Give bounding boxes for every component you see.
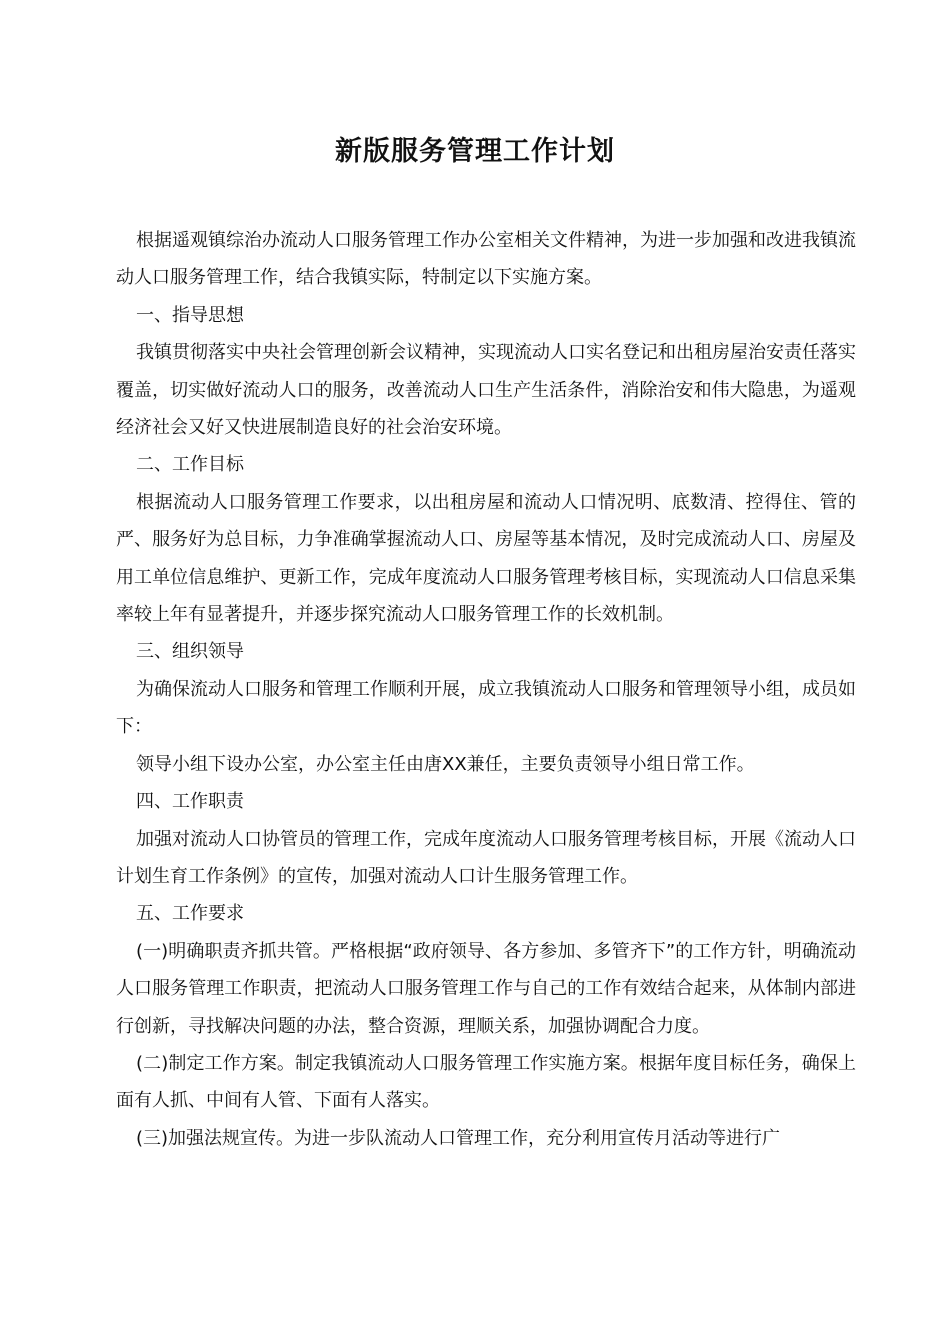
paragraph: 为确保流动人口服务和管理工作顺利开展，成立我镇流动人口服务和管理领导小组，成员如下： [116, 678, 856, 738]
paragraph: 加强对流动人口协管员的管理工作，完成年度流动人口服务管理考核目标，开展《流动人口计划生育工作条例》的宣传，加强对流动人口计生服务管理工作。 [116, 828, 856, 887]
document-title: 新版服务管理工作计划 [335, 136, 615, 167]
document-body [116, 222, 856, 1157]
section-heading: 一、指导思想 [136, 304, 244, 326]
paragraph: (一)明确职责齐抓共管。严格根据“政府领导、各方参加、多管齐下”的工作方针，明确流动人口服务管理工作职责，把流动人口服务管理工作与自己的工作有效结合起来，从体制内部进行创新，寻找解决问题的办法，整合资源，理顺关系，加强协调配合力度。 [116, 940, 856, 1037]
paragraph: (三)加强法规宣传。为进一步队流动人口管理工作，充分利用宣传月活动等进行广 [136, 1127, 781, 1149]
paragraph: (二)制定工作方案。制定我镇流动人口服务管理工作实施方案。根据年度目标任务，确保上面有人抓、中间有人管、下面有人落实。 [116, 1052, 856, 1112]
section-heading: 五、工作要求 [136, 903, 244, 925]
section-heading: 二、工作目标 [136, 454, 244, 476]
paragraph: 我镇贯彻落实中央社会管理创新会议精神，实现流动人口实名登记和出租房屋治安责任落实覆盖，切实做好流动人口的服务，改善流动人口生产生活条件，消除治安和伟大隐患，为遥观经济社会又好又快进展制造良好的社会治安环境。 [116, 342, 856, 439]
paragraph: 根据流动人口服务管理工作要求，以出租房屋和流动人口情况明、底数清、控得住、管的严、服务好为总目标，力争准确掌握流动人口、房屋等基本情况，及时完成流动人口、房屋及用工单位信息维护、更新工作，完成年度流动人口服务管理考核目标，实现流动人口信息采集率较上年有显著提升，并逐步探究流动人口服务管理工作的长效机制。 [116, 491, 856, 626]
paragraph: 领导小组下设办公室，办公室主任由唐XX兼任，主要负责领导小组日常工作。 [136, 753, 755, 775]
section-heading: 四、工作职责 [136, 791, 244, 813]
section-heading: 三、组织领导 [136, 641, 244, 663]
paragraph: 根据遥观镇综治办流动人口服务管理工作办公室相关文件精神，为进一步加强和改进我镇流动人口服务管理工作，结合我镇实际，特制定以下实施方案。 [116, 230, 856, 289]
